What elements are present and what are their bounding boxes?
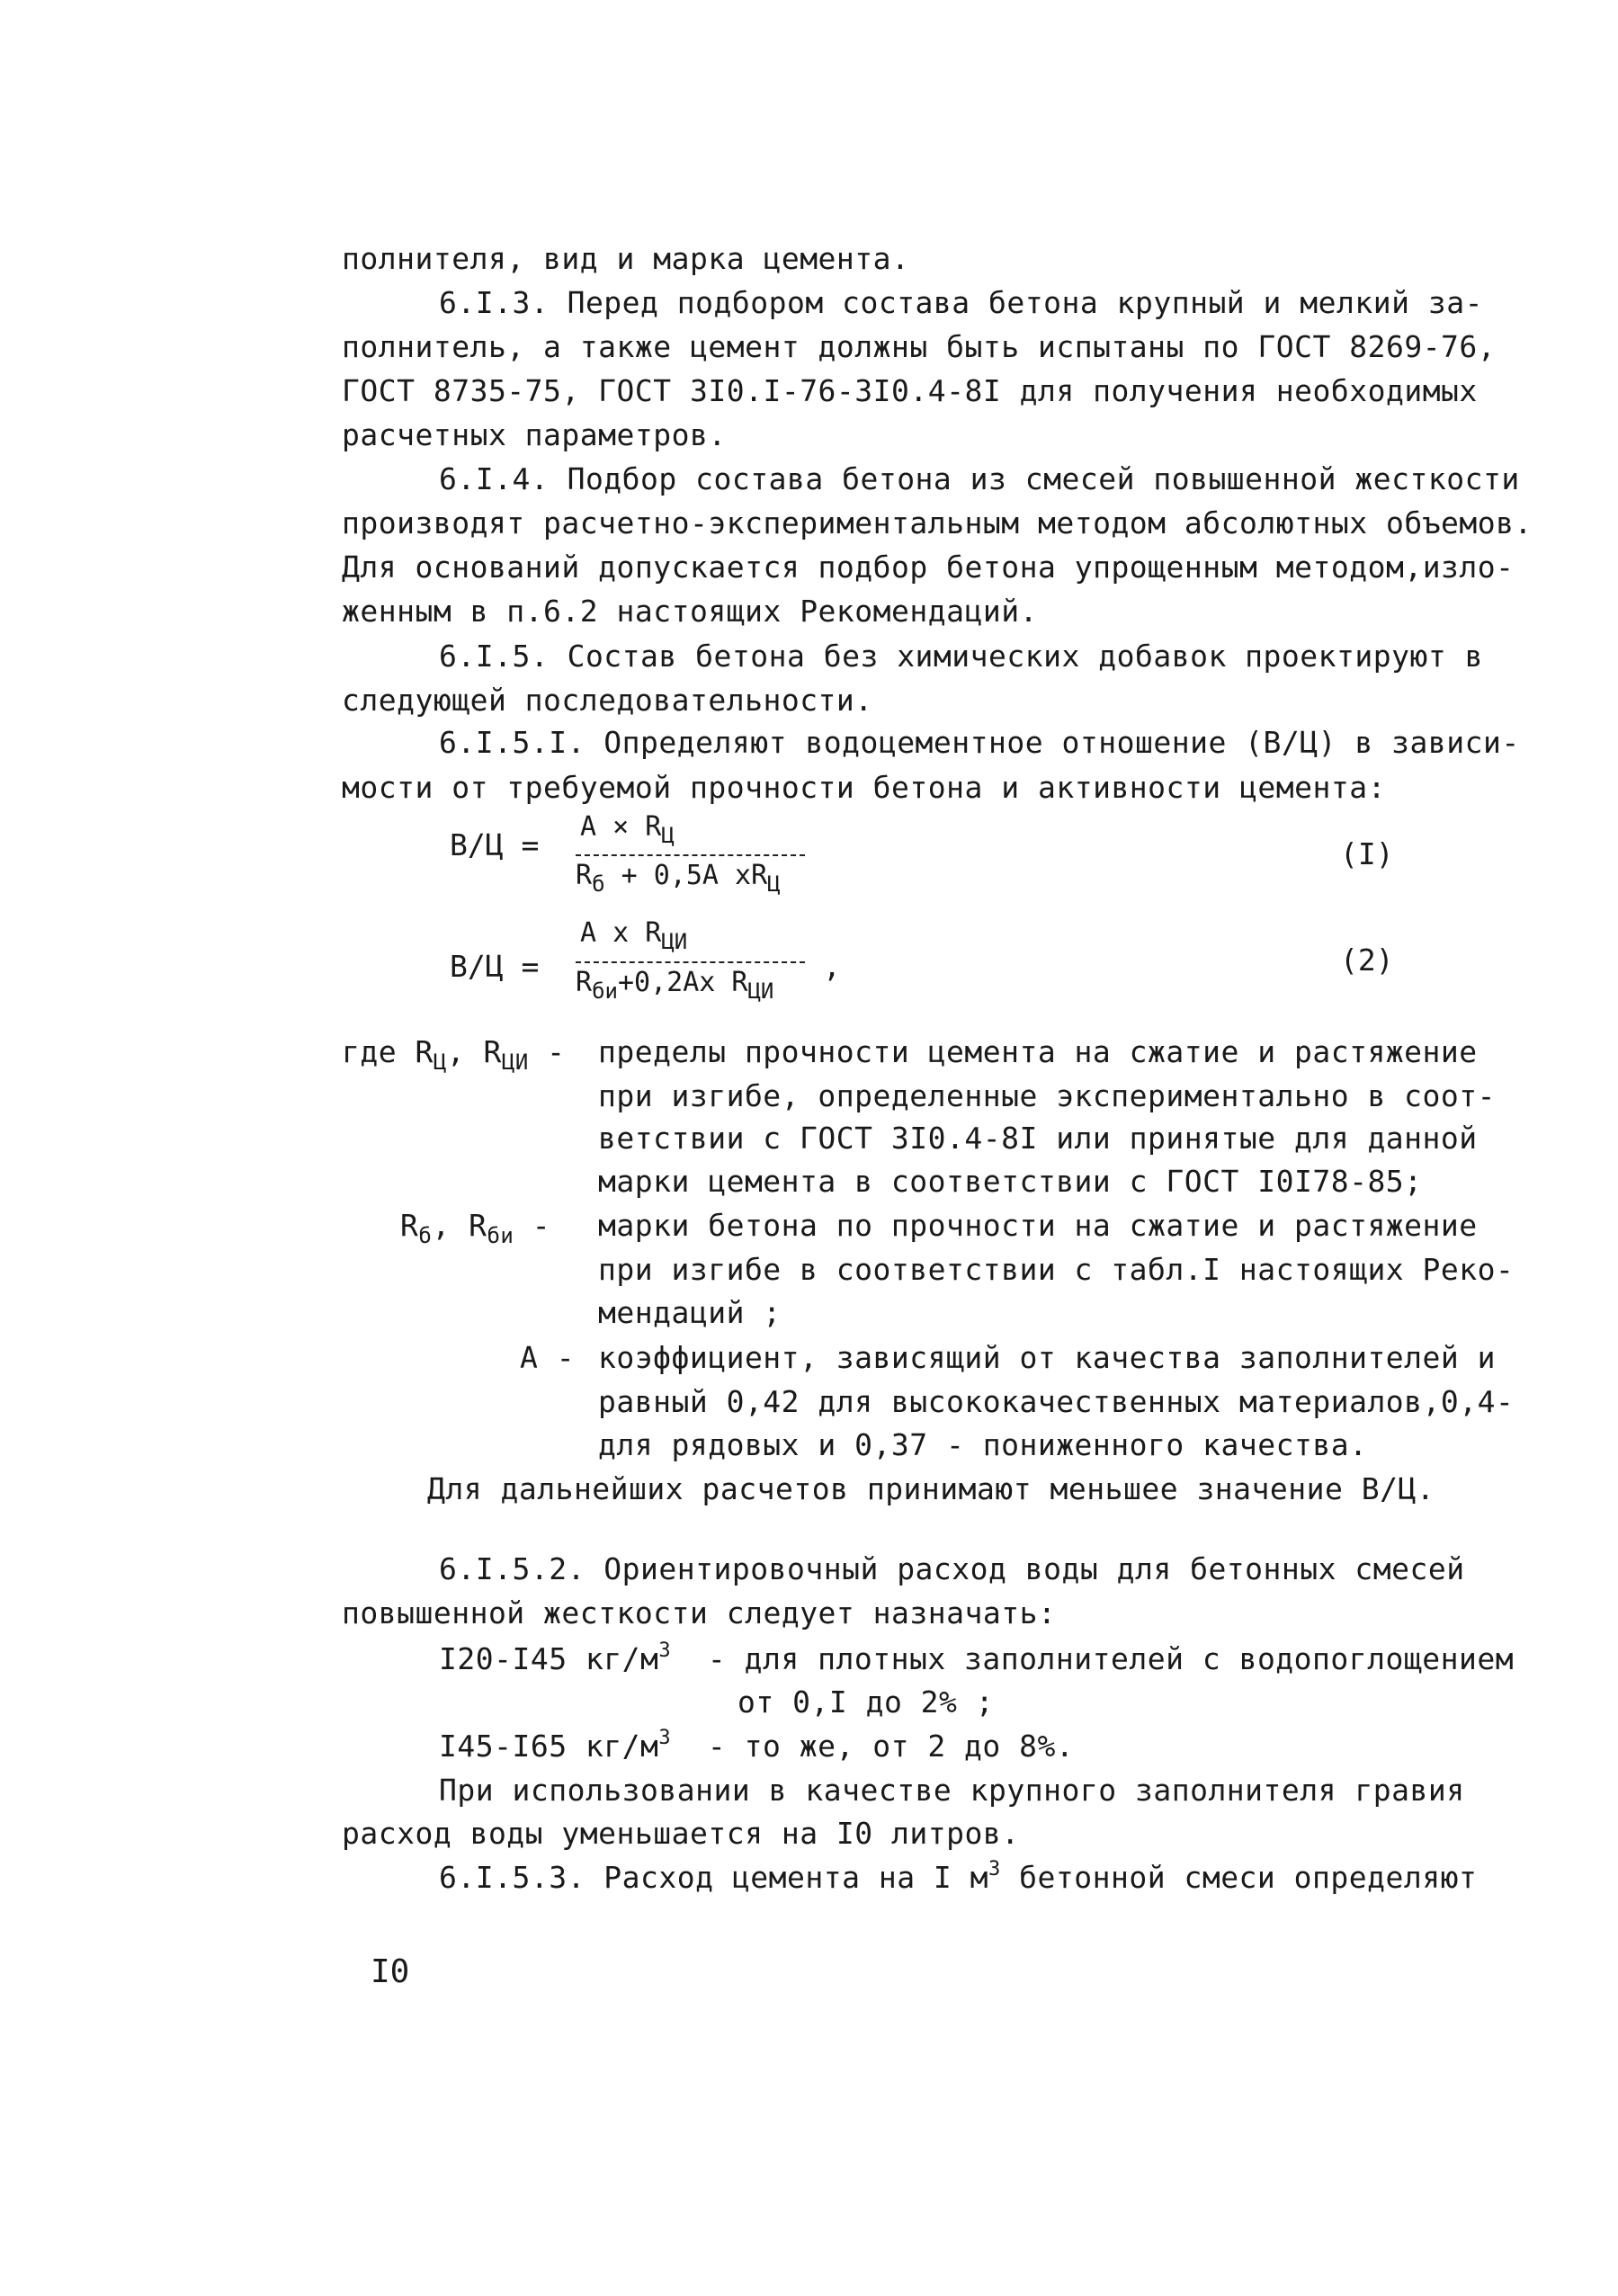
text-line: расчетных параметров. [342,417,727,452]
text-line: следующей последовательности. [342,683,873,718]
text-line: 6.I.5.3. Расход цемента на I $м^3$ бетонной смеси определяют [439,1858,1478,1895]
definition-text: пределы прочности цемента на сжатие и растяжение [598,1034,1478,1069]
water-range-1: I20-I45 $кг/м^3$ - для плотных заполнителей с водопоглощением [439,1639,1515,1676]
page-number: I0 [371,1953,410,1990]
text-line: женным в п.6.2 настоящих Рекомендаций. [342,594,1038,629]
definition-text: ветствии с ГОСТ 3I0.4-8I или принятые для данной [598,1121,1478,1156]
text-line: При использовании в качестве крупного заполнителя гравия [439,1773,1465,1808]
text-line: полнителя, вид и марка цемента. [342,241,910,276]
formula-numerator: $A \times R_Ц$ [580,811,675,848]
text-line: ГОСТ 8735-75, ГОСТ 3I0.I-76-3I0.4-8I для получения необходимых [342,373,1478,408]
definition-term: $R_б$, $R_{би}$ - [400,1208,569,1248]
formula-tail: , [823,949,841,984]
definition-text: при изгибе, определенные экспериментально в соот- [598,1078,1497,1113]
formula-number: (2) [1340,943,1394,978]
text-line: 6.I.5. Состав бетона без химических добавок проектируют в [439,639,1483,674]
text-line: повышенной жесткости следует назначать: [342,1595,1057,1630]
definition-text: при изгибе в соответствии с табл.I настоящих Реко- [598,1252,1515,1287]
formula-lhs: В/Ц = [450,949,540,984]
text-line: мости от требуемой прочности бетона и активности цемента: [342,770,1386,805]
definition-term: где $R_Ц$, $R_{ЦИ}$ - [342,1034,584,1075]
text-line: расход воды уменьшается на I0 литров. [342,1816,1020,1851]
definition-text: марки бетона по прочности на сжатие и растяжение [598,1208,1478,1243]
fraction-bar [576,961,805,963]
text-line: Для оснований допускается подбор бетона упрощенным методом,изло- [342,549,1515,585]
formula-lhs: В/Ц = [450,827,540,862]
text-line: Для дальнейших расчетов принимают меньшее значение В/Ц. [427,1471,1435,1506]
text-line: 6.I.4. Подбор состава бетона из смесей повышенной жесткости [439,461,1520,496]
text-line: 6.I.5.I. Определяют водоцементное отношение (В/Ц) в зависи- [439,725,1520,760]
formula-denominator: $R_{би}+0,2Ax$ $R_{ЦИ}$ [576,967,774,1004]
definition-text: мендаций ; [598,1295,782,1330]
formula-denominator: $R_б + 0,5A$ $xR_Ц$ [576,860,781,897]
definition-text: коэффициент, зависящий от качества заполнителей и [598,1340,1497,1375]
text-line: 6.I.3. Перед подбором состава бетона крупный и мелкий за- [439,285,1483,320]
text-line: от 0,I до 2% ; [737,1684,995,1720]
formula-numerator: A x $R_{ЦИ}$ [580,917,688,954]
text-line: полнитель, а также цемент должны быть испытаны по ГОСТ 8269-76, [342,329,1497,364]
water-range-2: I45-I65 $кг/м^3$ - то же, от 2 до 8%. [439,1727,1075,1764]
text-line: 6.I.5.2. Ориентировочный расход воды для бетонных смесей [439,1551,1465,1586]
formula-number: (I) [1340,836,1394,871]
definition-term: A - [520,1340,594,1375]
definition-text: для рядовых и 0,37 - пониженного качества. [598,1427,1368,1462]
text-line: производят расчетно-экспериментальным методом абсолютных объемов. [342,505,1533,540]
definition-text: марки цемента в соответствии с ГОСТ I0I78-85; [598,1164,1423,1199]
definition-text: равный 0,42 для высококачественных материалов,0,4- [598,1384,1515,1419]
fraction-bar [576,854,805,856]
